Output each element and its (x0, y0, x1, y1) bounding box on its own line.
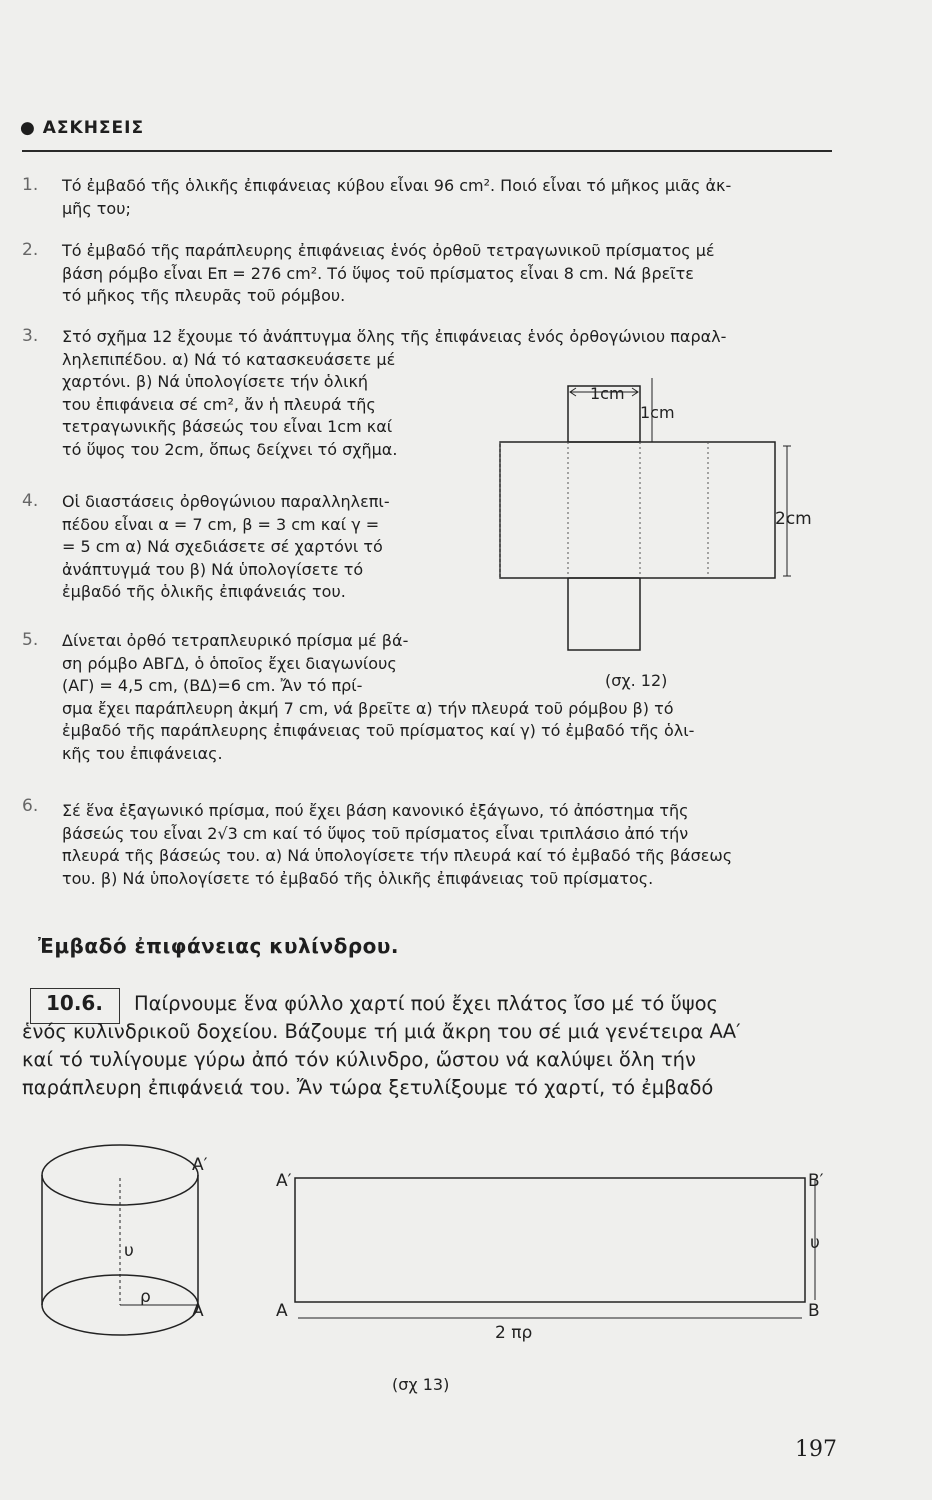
text-line: του. β) Νά ὑπολογίσετε τό ἐμβαδό τῆς ὁλικῆς ἐπιφάνειας τοῦ πρίσματος. (62, 868, 654, 888)
exercise-6 (62, 800, 832, 890)
rect-label-B-prime: Β′ (808, 1171, 824, 1191)
exercise-number: 3. (22, 326, 39, 346)
text-line: παράπλευρη ἐπιφάνειά του. Ἄν τώρα ξετυλίξουμε τό χαρτί, τό ἐμβαδό (22, 1076, 714, 1099)
rect-label-u: υ (810, 1233, 820, 1253)
bullet-icon: ● (20, 118, 36, 138)
text-line: Τό ἐμβαδό τῆς ὁλικῆς ἐπιφάνειας κύβου εἶναι 96 cm². Ποιό εἶναι τό μῆκος μιᾶς ἀκ- (62, 176, 732, 195)
figure-12-caption: (σχ. 12) (605, 671, 668, 690)
text-line: Στό σχῆμα 12 ἔχουμε τό ἀνάπτυγμα ὅλης τῆς ἐπιφάνειας ἑνός ὀρθογώνιου παραλ- (62, 327, 727, 346)
exercise-number: 2. (22, 240, 39, 260)
text-line: = 5 cm α) Νά σχεδιάσετε σέ χαρτόνι τό (62, 537, 383, 556)
text-line: του ἐπιφάνεια σέ cm², ἄν ἡ πλευρά τῆς (62, 394, 376, 414)
rect-label-A-prime: Α′ (276, 1171, 292, 1191)
text-line: τό μῆκος τῆς πλευρᾶς τοῦ ρόμβου. (62, 286, 346, 305)
text-line: πέδου εἶναι α = 7 cm, β = 3 cm καί γ = (62, 514, 380, 534)
heading-rule (22, 150, 832, 152)
section-title: Ἐμβαδό ἐπιφάνειας κυλίνδρου. (38, 934, 399, 958)
text-line: Δίνεται ὀρθό τετραπλευρικό πρίσμα μέ βά- (62, 631, 409, 650)
page-number: 197 (795, 1437, 837, 1462)
label-2cm: 2cm (775, 509, 812, 529)
label-2-pi-r: 2 πρ (495, 1323, 533, 1343)
rect-label-B: Β (808, 1301, 820, 1321)
label-height-u: υ (124, 1241, 134, 1261)
text-line: Παίρνουμε ἕνα φύλλο χαρτί πού ἔχει πλάτος ἴσο μέ τό ὕψος (134, 992, 718, 1015)
text-line: πλευρά τῆς βάσεώς του. α) Νά ὑπολογίσετε τήν πλευρά καί τό ἐμβαδό τῆς βάσεως (62, 846, 733, 865)
label-A: Α (192, 1301, 204, 1321)
text-line: χαρτόνι. β) Νά ὑπολογίσετε τήν ὁλική (62, 372, 369, 391)
label-1cm-vertical: 1cm (640, 403, 675, 422)
exercise-number: 1. (22, 175, 39, 195)
text-line: Σέ ἕνα ἑξαγωνικό πρίσμα, πού ἔχει βάση κανονικό ἑξάγωνο, τό ἀπόστημα τῆς (62, 801, 689, 820)
net-middle-band (500, 442, 775, 578)
text-line: τό ὕψος του 2cm, ὅπως δείχνει τό σχῆμα. (62, 439, 398, 459)
text-line: ἐμβαδό τῆς ὁλικῆς ἐπιφάνειάς του. (62, 582, 346, 601)
unrolled-rectangle (295, 1178, 805, 1302)
exercise-number: 5. (22, 630, 39, 650)
figure-13-caption: (σχ 13) (392, 1375, 450, 1394)
text-line: ληλεπιπέδου. α) Νά τό κατασκευάσετε μέ (62, 349, 396, 369)
text-line: κῆς του ἐπιφάνειας. (62, 743, 223, 763)
text-line: ση ρόμβο ΑΒΓΔ, ὁ ὁποῖος ἔχει διαγωνίους (62, 653, 397, 673)
paragraph-10-6 (22, 990, 837, 1102)
text-line: ἀνάπτυγμά του β) Νά ὑπολογίσετε τό (62, 559, 364, 579)
text-line: ἐμβαδό τῆς παράπλευρης ἐπιφάνειας τοῦ πρίσματος καί γ) τό ἐμβαδό τῆς ὁλι- (62, 721, 695, 740)
exercise-4 (62, 491, 482, 604)
text-line: ἑνός κυλινδρικοῦ δοχείου. Βάζουμε τή μιά ἄκρη του σέ μιά γενέτειρα ΑΑ′ (22, 1020, 741, 1043)
exercise-number: 6. (22, 796, 39, 816)
exercise-number: 4. (22, 491, 39, 511)
text-line: βάση ρόμβο εἶναι Επ = 276 cm². Τό ὕψος τοῦ πρίσματος εἶναι 8 cm. Νά βρεῖτε (62, 263, 694, 283)
text-line: καί τό τυλίγουμε γύρω ἀπό τόν κύλινδρο, ὥστου νά καλύψει ὅλη τήν (22, 1048, 696, 1071)
text-line: (ΑΓ) = 4,5 cm, (ΒΔ)=6 cm. Ἄν τό πρί- (62, 676, 363, 695)
net-bottom-face (568, 578, 640, 650)
heading-text: ΑΣΚΗΣΕΙΣ (42, 118, 145, 138)
text-line: μῆς του; (62, 198, 131, 218)
text-line: τετραγωνικῆς βάσεώς του εἶναι 1cm καί (62, 417, 393, 436)
figure-12-net (490, 370, 830, 700)
label-radius-rho: ρ (140, 1287, 151, 1307)
paragraph-number: 10.6. (46, 991, 103, 1015)
text-line: Τό ἐμβαδό τῆς παράπλευρης ἐπιφάνειας ἑνός ὀρθοῦ τετραγωνικοῦ πρίσματος μέ (62, 241, 715, 260)
label-A-prime: Α′ (192, 1155, 208, 1175)
section-heading (20, 118, 144, 138)
text-line: σμα ἔχει παράπλευρη ἀκμή 7 cm, νά βρεῖτε α) τήν πλευρά τοῦ ρόμβου β) τό (62, 698, 674, 718)
text-line: βάσεώς του εἶναι 2√3 cm καί τό ὕψος τοῦ πρίσματος εἶναι τριπλάσιο ἀπό τήν (62, 823, 689, 843)
rect-label-A: Α (276, 1301, 288, 1321)
exercise-2 (62, 240, 832, 308)
text-line: Οἱ διαστάσεις ὀρθογώνιου παραλληλεπι- (62, 492, 390, 511)
figure-13 (20, 1130, 840, 1400)
exercise-1 (62, 175, 832, 220)
label-1cm-horizontal: 1cm (590, 384, 625, 403)
